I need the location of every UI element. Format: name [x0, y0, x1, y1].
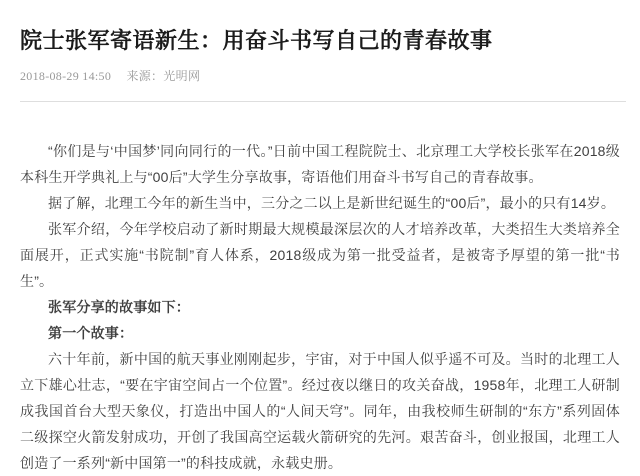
article-paragraph: “你们是与‘中国梦’同向同行的一代。”日前中国工程院院士、北京理工大学校长张军在2018级本科生开学典礼上与“00后”大学生分享故事，寄语他们用奋斗书写自己的青春故事。 [20, 142, 620, 185]
article-paragraph: 据了解，北理工今年的新生当中，三分之二以上是新世纪诞生的“00后”，最小的只有14岁。 [48, 194, 616, 211]
article-paragraph-bold: 张军分享的故事如下： [48, 298, 190, 315]
header-divider [20, 101, 626, 102]
article-meta [20, 67, 620, 84]
article-source: 来源：光明网 [126, 68, 201, 83]
publish-datetime: 2018-08-29 14:50 [20, 68, 112, 83]
article-paragraph: 六十年前，新中国的航天事业刚刚起步，宇宙，对于中国人似乎遥不可及。当时的北理工人立下雄心壮志，“要在宇宙空间占一个位置”。经过夜以继日的攻关奋战，1958年，北理工人研制成我国首台大型天象仪，打造出中国人的“人间天穹”。同年，由我校师生研制的“东方”系列固体二级探空火箭发射成功，开创了我国高空运载火箭研究的先河。艰苦奋斗，创业报国，北理工人创造了一系列“新中国第一”的科技成就，永载史册。 [20, 350, 620, 471]
article-paragraph-bold: 第一个故事： [48, 324, 134, 341]
article-paragraph: 张军介绍，今年学校启动了新时期最大规模最深层次的人才培养改革，大类招生大类培养全面展开，正式实施“书院制”育人体系，2018级成为第一批受益者，是被寄予厚望的第一批“书生”。 [20, 220, 620, 289]
article-body [20, 138, 620, 476]
article-title: 院士张军寄语新生：用奋斗书写自己的青春故事 [20, 28, 493, 53]
